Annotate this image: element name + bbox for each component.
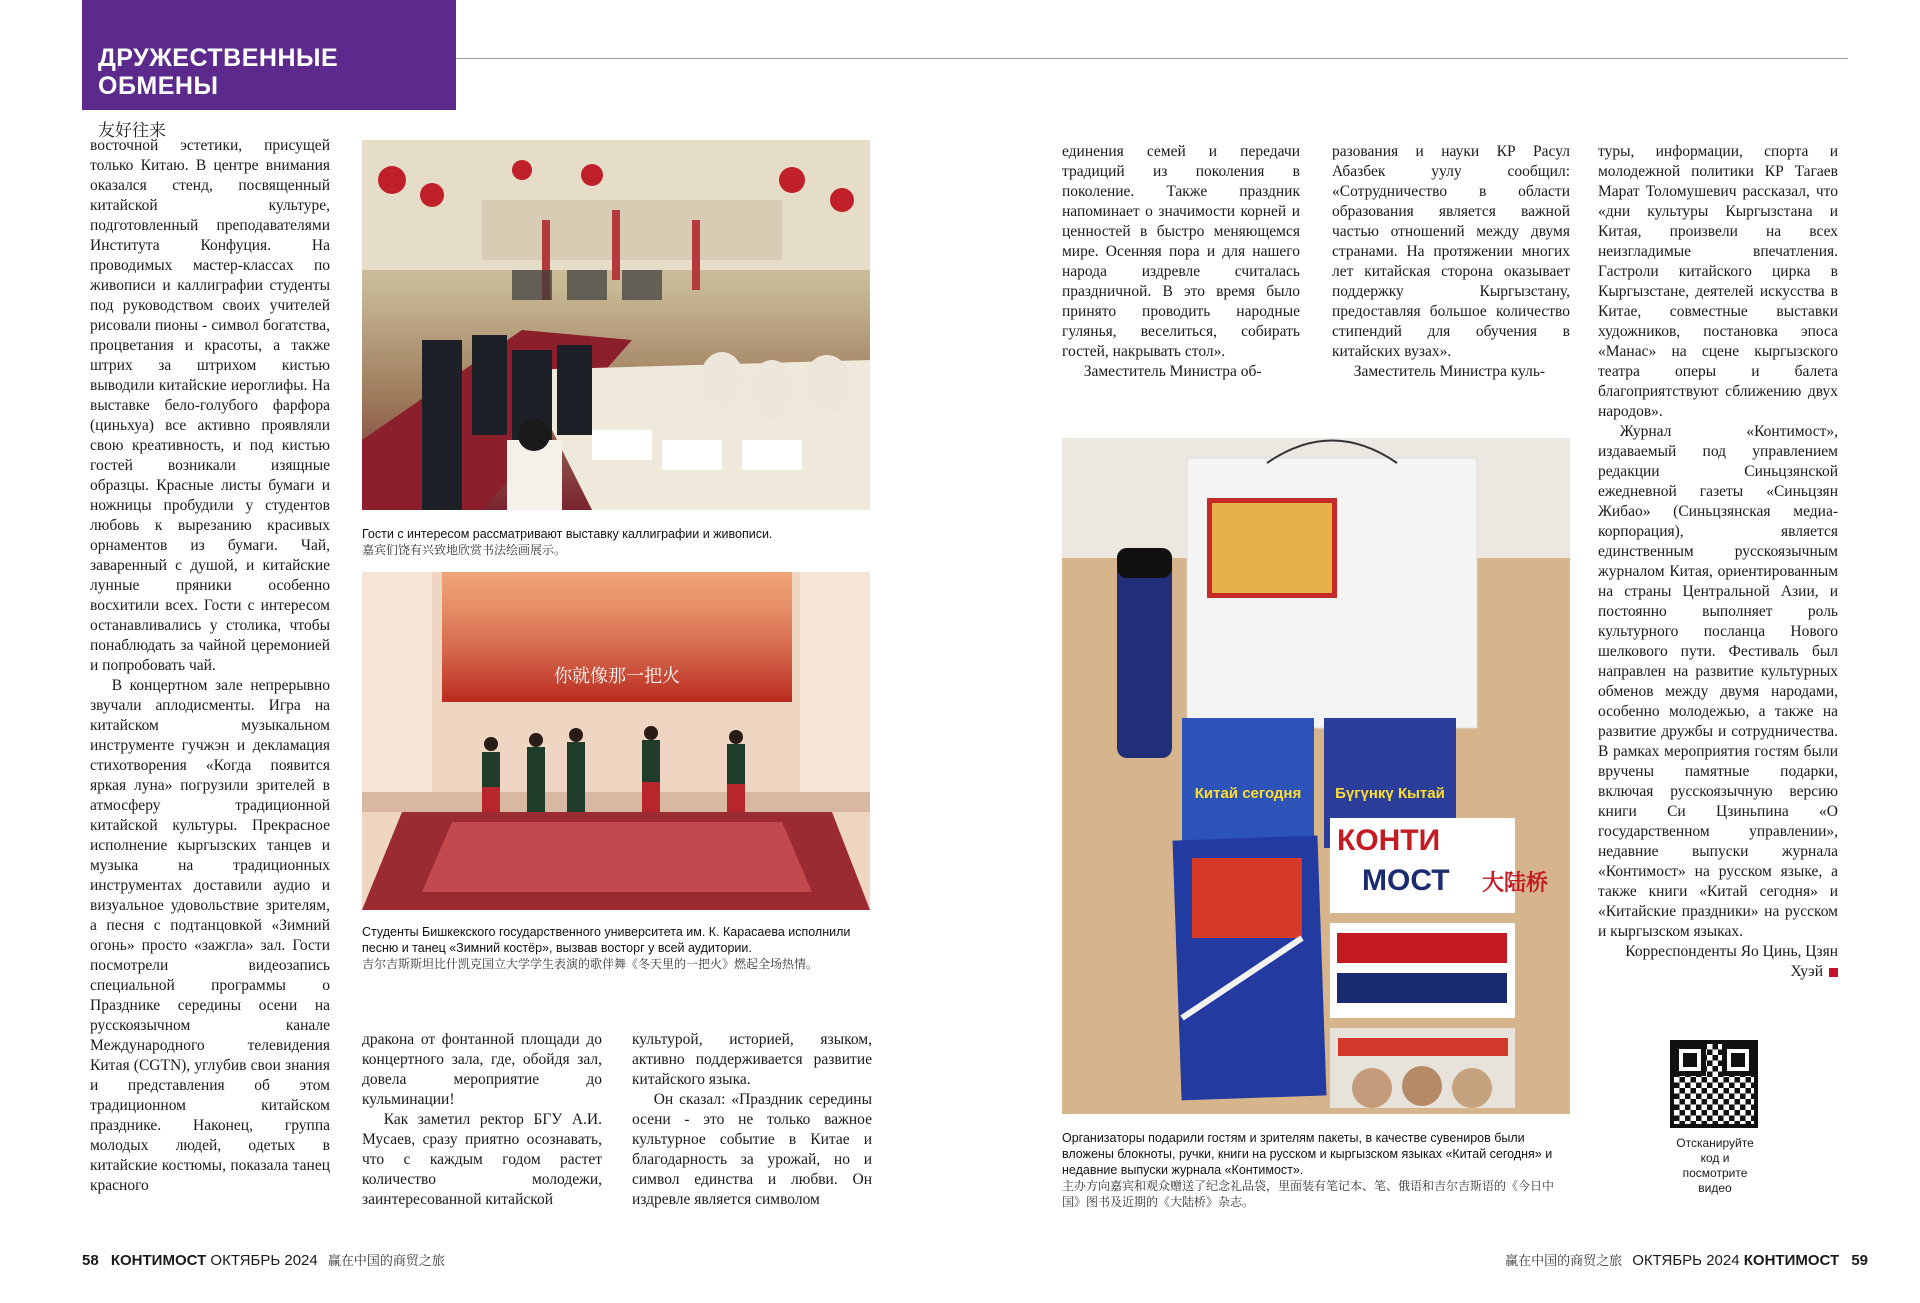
paragraph: туры, информации, спорта и молодежной политики КР Тагаев Марат Толомушевич рассказал, что «дни культуры Кыргызстана и Китая, произвели на всех неизгладимые впечатления. Гастроли китайского цирка в Кыргызстане, деятелей искусства в Китае, совместные выставки художников, постановка эпоса «Манас» на сцене кыргызского театра оперы и балета благоприятствуют сближению двух народов». [1598,143,1838,420]
header-rule [456,58,1848,59]
brand-right: КОНТИМОСТ [1743,1252,1840,1269]
section-title: ДРУЖЕСТВЕННЫЕ ОБМЕНЫ [98,44,339,100]
text-column-2 [362,1030,602,1212]
paragraph: Он сказал: «Праздник середины осени - это не только важное культурное событие в Китае и благодарность за урожай, но и символ единства и любви. Он издревле является символом [632,1091,872,1208]
text-column-1 [90,136,330,1212]
paragraph: Как заметил ректор БГУ А.И. Мусаев, сразу приятно осознавать, что с каждым годом растет количество молодежи, заинтересованной китайской [362,1111,602,1208]
photo-calligraphy-illustration [362,140,870,510]
brand-left: КОНТИМОСТ [110,1252,207,1269]
photo-dance-illustration [362,572,870,910]
caption-ru: Организаторы подарили гостям и зрителям пакеты, в качестве сувениров были вложены блокноты, ручки, книги на русском и кыргызском языках «Китай сегодня» и недавние выпуски журнала «Контимост». [1062,1131,1553,1177]
magazine-cn: 大陆桥 [1482,871,1549,896]
qr-code-icon[interactable] [1670,1040,1758,1128]
caption-photo3 [1062,1130,1572,1210]
byline [1598,942,1838,982]
page-number-right: 59 [1851,1252,1868,1269]
caption-cn: 吉尔吉斯斯坦比什凯克国立大学学生表演的歌伴舞《冬天里的一把火》燃起全场热情。 [362,957,819,971]
byline-text: Корреспонденты Яо Цинь, Цзян Хуэй [1625,943,1838,980]
caption-cn: 主办方向嘉宾和观众赠送了纪念礼品袋，里面装有笔记本、笔、俄语和吉尔吉斯语的《今日中国》图书及近期的《大陆桥》杂志。 [1062,1179,1555,1209]
magazine-title-bottom: МОСТ [1362,864,1450,897]
slogan-right: 赢在中国的商贸之旅 [1505,1254,1623,1269]
photo-calligraphy-exhibition [362,140,870,510]
text-column-4 [1062,142,1300,392]
qr-label: Отсканируйте код и посмотрите видео [1676,1136,1754,1195]
paragraph: разования и науки КР Расул Абазбек уулу сообщил: «Сотрудничество в области образования является важной частью отношений между двумя странами. На протяжении многих лет китайская сторона оказывает поддержку Кыргызстану, предоставляя большое количество стипендий для обучения в китайских вузах». [1332,143,1570,360]
caption-photo1 [362,526,872,558]
paragraph: дракона от фонтанной площади до концертного зала, где, обойдя зал, довела мероприятие до кульминации! [362,1031,602,1108]
text-column-6 [1598,142,1838,1002]
paragraph: Заместитель Министра об- [1083,363,1262,380]
caption-ru: Студенты Бишкекского государственного университета им. К. Карасаева исполнили песню и танец «Зимний костёр», вызвав восторг у всей аудитории. [362,925,851,955]
issue-date-right: ОКТЯБРЬ 2024 [1632,1252,1740,1269]
photo-winter-fire-dance [362,572,870,910]
section-subtitle: 友好往来 [98,121,166,141]
text-column-5 [1332,142,1570,392]
text-column-3 [632,1030,872,1212]
photo-gifts-illustration [1062,438,1570,1114]
magazine-title-top: КОНТИ [1337,824,1441,857]
slogan-left: 赢在中国的商贸之旅 [327,1254,445,1269]
screen-text: 你就像那一把火 [554,666,680,687]
paragraph: культурой, историей, языком, активно поддерживается развитие китайского языка. [632,1031,872,1088]
paragraph: восточной эстетики, присущей только Китаю. В центре внимания оказался стенд, посвященный китайской культуре, подготовленный преподавателями Института Конфуция. На проводимых мастер-классах по живописи и каллиграфии студенты под руководством своих учителей рисовали пионы - символ богатства, процветания и красоты, а также штрих за штрихом кистью выводили китайские иероглифы. На выставке бело-голубого фарфора (циньхуа) все активно проявляли свою креативность, и под кистью гостей возникали изящные образцы. Красные листы бумаги и ножницы пробудили у студентов любовь к вырезанию красивых орнаментов из бумаги. Чай, заваренный с душой, и китайские лунные пряники особенно восхитили всех. Гости с интересом останавливались у столика, чтобы понаблюдать за чайной церемонией и попробовать чай. [90,137,330,674]
issue-date-left: ОКТЯБРЬ 2024 [210,1252,318,1269]
photo-souvenir-gifts [1062,438,1570,1114]
paragraph: В концертном зале непрерывно звучали аплодисменты. Игра на китайском музыкальном инструменте гучжэн и декламация стихотворения «Когда появится яркая луна» погрузили зрителей в атмосферу традиционной китайской культуры. Прекрасное исполнение кыргызских танцев и музыка на традиционных инструментах доставили аудио и визуальное удовольствие зрителям, а песня с подтанцовкой «Зимний огонь» просто «зажгла» зал. Гости посмотрели видеозапись специальной программы о Празднике середины осени на русскоязычном канале Международного телевидения Китая (CGTN), углубив свои знания и представления об этом традиционном китайском празднике. Наконец, группа молодых людей, одетых в китайские костюмы, показала танец красного [90,677,330,1194]
book2-title: Бүгүнкү Кытай [1335,785,1445,802]
caption-ru: Гости с интересом рассматривают выставку каллиграфии и живописи. [362,527,773,541]
paragraph: Заместитель Министра куль- [1353,363,1546,380]
paragraph: единения семей и передачи традиций из поколения в поколение. Также праздник напоминает о значимости корней и ценностей в быстро меняющемся мире. Осенняя пора и для нашего народа издревле считалась праздничной. В это время было принято проводить народные гулянья, веселиться, собирать гостей, накрывать стол». [1062,143,1300,360]
footer-right [1499,1250,1868,1269]
book1-title: Китай сегодня [1194,785,1302,802]
page-number-left: 58 [82,1252,99,1269]
footer-left [82,1250,451,1269]
end-mark-icon [1829,968,1838,977]
caption-photo2 [362,924,872,972]
paragraph: Журнал «Контимост», издаваемый под управлением редакции Синьцзянской ежедневной газеты «Синьцзян Жибао» (Синьцзянская медиа-корпорация), является единственным русскоязычным журналом Китая, ориентированным на страны Центральной Азии, и постоянно выполняет роль культурного посланца Нового шелкового пути. Фестиваль был направлен на развитие культурных обменов между двумя народами, особенно молодежью, а также на развитие дружбы и сотрудничества. В рамках мероприятия гостям были вручены памятные подарки, включая русскоязычную версию книги Си Цзиньпина «О государственном управлении», недавние выпуски журнала «Контимост» на русском языке, а также книги «Китай сегодня» и «Китайские праздники» на русском и кыргызском языках. [1598,423,1838,940]
caption-cn: 嘉宾们饶有兴致地欣赏书法绘画展示。 [362,543,567,557]
